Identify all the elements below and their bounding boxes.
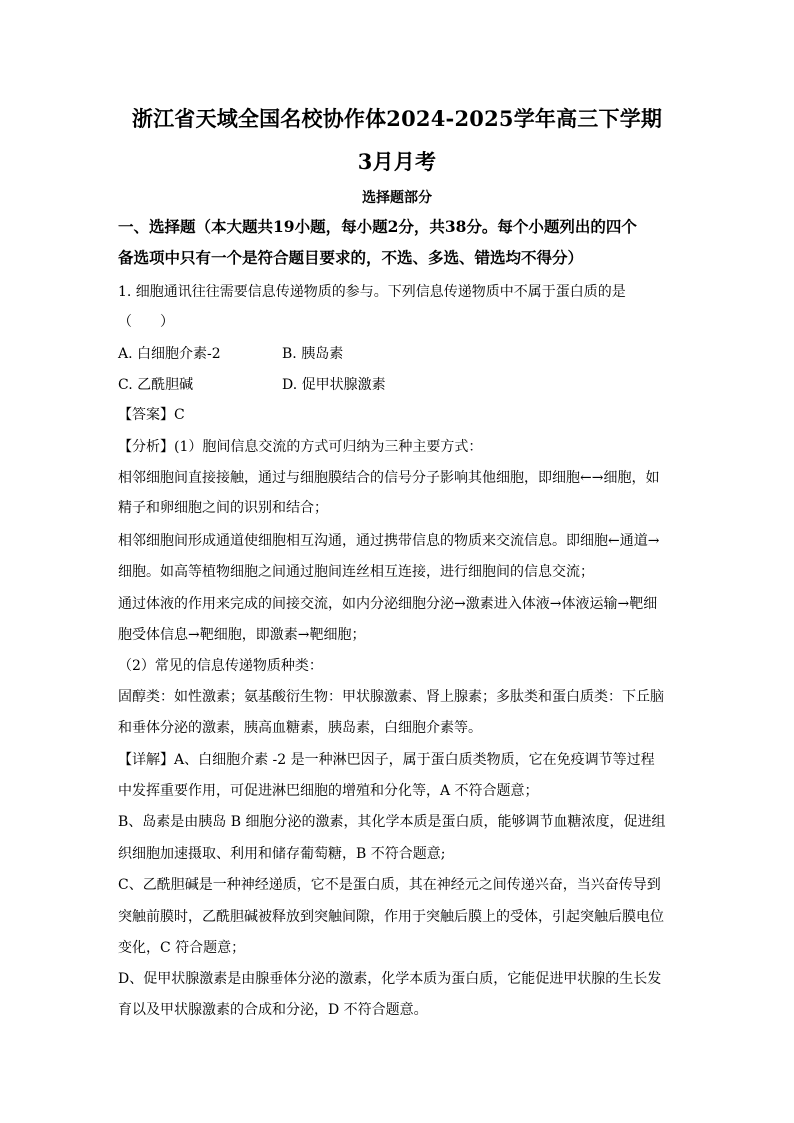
analysis-line: 胞受体信息→靶细胞，即激素→靶细胞； xyxy=(118,627,366,643)
analysis-line: 精子和卵细胞之间的识别和结合； xyxy=(118,500,328,516)
analysis-line: 固醇类：如性激素；氨基酸衍生物：甲状腺激素、肾上腺素；多肽类和蛋白质类：下丘脑 xyxy=(118,689,664,705)
document-title-line-2: 3月月考 xyxy=(357,149,437,174)
analysis-line: 相邻细胞间形成通道使细胞相互沟通，通过携带信息的物质来交流信息。即细胞←通道→ xyxy=(118,533,660,549)
analysis-line: 【分析】(1）胞间信息交流的方式可归纳为三种主要方式： xyxy=(118,439,483,455)
document-title-line-1: 浙江省天域全国名校协作体2024-2025学年高三下学期 xyxy=(131,106,663,131)
analysis-line: 和垂体分泌的激素，胰高血糖素，胰岛素，白细胞介素等。 xyxy=(118,720,482,736)
answer-line: 【答案】C xyxy=(118,407,185,423)
section-name: 选择题部分 xyxy=(362,190,432,206)
detail-line: D、促甲状腺激素是由腺垂体分泌的激素，化学本质为蛋白质，它能促进甲状腺的生长发 xyxy=(118,971,662,987)
detail-line: C、乙酰胆碱是一种神经递质，它不是蛋白质，其在神经元之间传递兴奋，当兴奋传导到 xyxy=(118,877,661,893)
detail-line: 变化，C 符合题意； xyxy=(118,940,246,956)
analysis-line: （2）常见的信息传递物质种类： xyxy=(118,658,323,674)
detail-line: B、岛素是由胰岛 B 细胞分泌的激素，其化学本质是蛋白质，能够调节血糖浓度，促进组 xyxy=(118,814,666,830)
analysis-line: 相邻细胞间直接接触，通过与细胞膜结合的信号分子影响其他细胞，即细胞←→细胞，如 xyxy=(118,470,660,486)
question-stem-line-2: （ ） xyxy=(118,314,174,330)
question-stem-line-1: 1. 细胞通讯往往需要信息传递物质的参与。下列信息传递物质中不属于蛋白质的是 xyxy=(118,284,626,300)
detail-line: 育以及甲状腺激素的合成和分泌，D 不符合题意。 xyxy=(118,1002,428,1018)
analysis-line: 通过体液的作用来完成的间接交流，如内分泌细胞分泌→激素进入体液→体液运输→靶细 xyxy=(118,596,658,612)
detail-line: 突触前膜时，乙酰胆碱被释放到突触间隙，作用于突触后膜上的受体，引起突触后膜电位 xyxy=(118,909,664,925)
option-b: B. 胰岛素 xyxy=(282,346,344,362)
detail-line: 织细胞加速摄取、利用和储存葡萄糖，B 不符合题意; xyxy=(118,846,446,862)
detail-line: 【详解】A、白细胞介素 -2 是一种淋巴因子，属于蛋白质类物质，它在免疫调节等过程 xyxy=(118,752,655,768)
option-c: C. 乙酰胆碱 xyxy=(118,377,194,393)
analysis-line: 细胞。如高等植物细胞之间通过胞间连丝相互连接，进行细胞间的信息交流； xyxy=(118,564,594,580)
section-heading-line-2: 备选项中只有一个是符合题目要求的，不选、多选、错选均不得分） xyxy=(118,248,584,267)
option-a: A. 白细胞介素-2 xyxy=(118,346,221,362)
section-heading-line-1: 一、选择题（本大题共19小题，每小题2分，共38分。每个小题列出的四个 xyxy=(118,217,637,236)
option-d: D. 促甲状腺激素 xyxy=(282,377,386,393)
detail-line: 中发挥重要作用，可促进淋巴细胞的增殖和分化等，A 不符合题意； xyxy=(118,783,539,799)
